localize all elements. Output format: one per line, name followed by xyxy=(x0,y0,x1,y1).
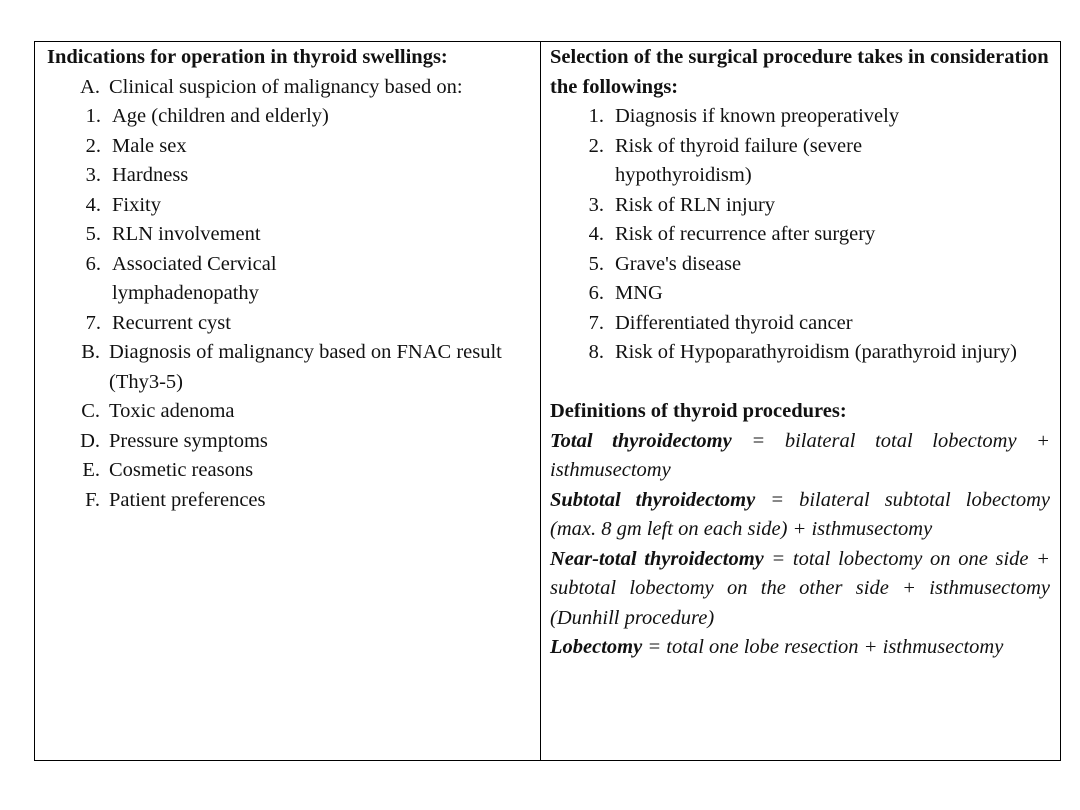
indications-list xyxy=(47,73,540,516)
indication-item-a xyxy=(47,73,540,103)
indication-item-f xyxy=(47,486,540,516)
criteria-text: Hardness xyxy=(112,164,189,186)
indication-item-b xyxy=(47,338,540,397)
definitions-heading: Definitions of thyroid procedures: xyxy=(550,400,847,422)
selection-text: Differentiated thyroid cancer xyxy=(615,311,853,334)
list-marker: 7. xyxy=(588,311,604,334)
criteria-text: RLN involvement xyxy=(112,223,261,245)
selection-text: Risk of Hypoparathyroidism (parathyroid injury) xyxy=(615,341,1017,363)
list-marker: 2. xyxy=(85,134,101,157)
definition-text: = total one lobe resection + isthmusectomy xyxy=(642,636,1004,658)
selection-text: Risk of recurrence after surgery xyxy=(615,223,876,245)
selection-item xyxy=(550,279,1050,309)
procedure-column xyxy=(541,42,1060,760)
selection-text: Diagnosis if known preoperatively xyxy=(615,105,900,127)
list-marker: 7. xyxy=(85,311,101,334)
indication-item-d xyxy=(47,427,540,457)
thyroid-table xyxy=(34,41,1061,761)
selection-item xyxy=(550,338,1050,368)
selection-list xyxy=(550,102,1050,368)
selection-item xyxy=(550,132,1050,191)
criteria-item xyxy=(47,309,540,339)
selection-item xyxy=(550,250,1050,280)
indication-item-e xyxy=(47,456,540,486)
selection-text: MNG xyxy=(615,282,663,304)
indication-text: Toxic adenoma xyxy=(109,400,235,422)
list-marker: E. xyxy=(82,459,100,481)
definition-text: = bilateral total lobectomy + isthmusectomy xyxy=(550,429,1051,481)
indications-heading: Indications for operation in thyroid swellings: xyxy=(47,46,448,68)
criteria-text: Recurrent cyst xyxy=(112,311,231,334)
list-marker: 3. xyxy=(85,164,101,186)
malignancy-criteria-list xyxy=(47,102,540,338)
indication-item-c xyxy=(47,397,540,427)
selection-item xyxy=(550,191,1050,221)
definition-text: = total lobectomy on one side + subtotal lobectomy on the other side + isthmusectomy (Dunhill procedure) xyxy=(550,547,1050,629)
criteria-item xyxy=(47,102,540,132)
criteria-item xyxy=(47,220,540,250)
selection-text: Risk of thyroid failure (severe hypothyroidism) xyxy=(615,134,863,186)
definition-term: Subtotal thyroidectomy xyxy=(550,488,756,511)
list-marker: 6. xyxy=(588,282,604,304)
indication-text: Clinical suspicion of malignancy based on: xyxy=(109,75,463,98)
indication-text: Patient preferences xyxy=(109,488,266,511)
indication-text: Pressure symptoms xyxy=(109,429,268,452)
spacer xyxy=(550,368,1050,398)
list-marker: D. xyxy=(80,429,100,452)
selection-item xyxy=(550,309,1050,339)
criteria-text: Fixity xyxy=(112,193,161,216)
list-marker: 3. xyxy=(588,193,604,216)
definition-term: Near-total thyroidectomy xyxy=(550,547,764,570)
definition-total-thyroidectomy xyxy=(550,427,1050,486)
list-marker: 6. xyxy=(85,252,101,275)
selection-item xyxy=(550,102,1050,132)
criteria-item xyxy=(47,161,540,191)
criteria-text: Associated Cervical lymphadenopathy xyxy=(112,252,277,304)
selection-item xyxy=(550,220,1050,250)
list-marker: C. xyxy=(81,400,100,422)
list-marker: A. xyxy=(80,75,100,98)
list-marker: 4. xyxy=(85,193,101,216)
list-marker: 5. xyxy=(588,252,604,275)
definition-text: = bilateral subtotal lobectomy (max. 8 gm left on each side) + isthmusectomy xyxy=(550,488,1051,540)
criteria-item xyxy=(47,132,540,162)
criteria-text: Male sex xyxy=(112,134,187,157)
list-marker: 1. xyxy=(588,105,604,127)
list-marker: B. xyxy=(81,341,100,363)
criteria-text: Age (children and elderly) xyxy=(112,105,329,127)
selection-text: Grave's disease xyxy=(615,252,742,275)
indication-text: Cosmetic reasons xyxy=(109,459,254,481)
list-marker: F. xyxy=(85,488,100,511)
list-marker: 5. xyxy=(85,223,101,245)
definition-term: Total thyroidectomy xyxy=(550,429,732,452)
selection-text: Risk of RLN injury xyxy=(615,193,776,216)
criteria-item xyxy=(47,191,540,221)
definition-lobectomy xyxy=(550,633,1050,663)
list-marker: 2. xyxy=(588,134,604,157)
definition-term: Lobectomy xyxy=(550,636,643,658)
list-marker: 4. xyxy=(588,223,604,245)
list-marker: 8. xyxy=(588,341,604,363)
definition-near-total-thyroidectomy xyxy=(550,545,1050,634)
definition-subtotal-thyroidectomy xyxy=(550,486,1050,545)
list-marker: 1. xyxy=(85,105,101,127)
indications-column xyxy=(35,42,541,760)
selection-heading: Selection of the surgical procedure takes in consideration the followings: xyxy=(550,46,1049,98)
criteria-item xyxy=(47,250,540,309)
indication-text: Diagnosis of malignancy based on FNAC result (Thy3-5) xyxy=(109,341,502,393)
